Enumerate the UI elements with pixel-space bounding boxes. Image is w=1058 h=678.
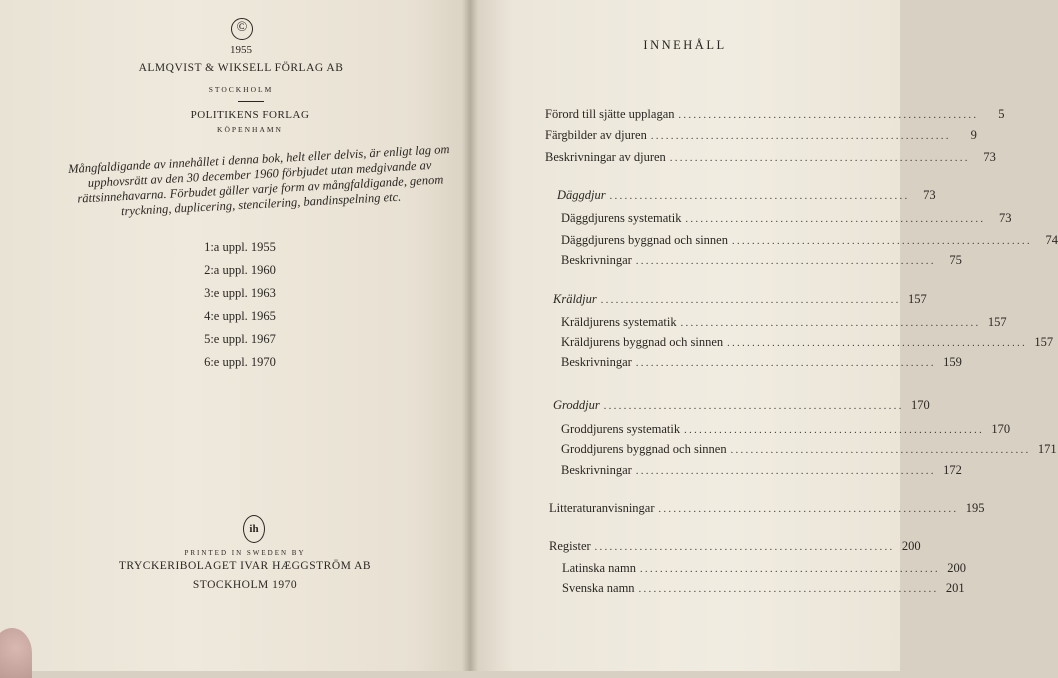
toc-leader-dots: ............................................................ <box>731 236 1032 247</box>
toc-entry-label: Beskrivningar <box>561 463 632 477</box>
toc-entry <box>561 421 1011 437</box>
toc-entry <box>561 334 1054 350</box>
edition-item: 4:e uppl. 1965 <box>204 309 276 323</box>
printer-name: TRYCKERIBOLAGET IVAR HÆGGSTRÖM AB <box>118 560 372 572</box>
toc-entry-label: Groddjur <box>553 398 600 412</box>
toc-entry <box>553 397 930 413</box>
toc-entry-label: Litteraturanvisningar <box>549 501 655 515</box>
toc-entry-label: Groddjurens systematik <box>561 422 681 436</box>
toc-entry-page: 75 <box>949 253 962 267</box>
toc-leader-dots: ............................................................ <box>594 542 895 553</box>
toc-entry-page: 171 <box>1037 442 1057 456</box>
toc-entry-label: Kräldjurens byggnad och sinnen <box>561 335 724 349</box>
publisher-city: STOCKHOLM <box>208 85 274 94</box>
toc-title: INNEHÅLL <box>643 38 727 52</box>
toc-entry <box>562 560 966 576</box>
toc-entry <box>561 314 1007 330</box>
toc-entry <box>549 500 985 516</box>
toc-entry <box>561 462 962 478</box>
toc-entry <box>561 441 1057 457</box>
co-publisher-city: KÖPENHAMN <box>217 125 283 134</box>
publisher-name: ALMQVIST & WIKSELL FÖRLAG AB <box>138 62 344 74</box>
toc-leader-dots: ............................................................ <box>600 295 901 306</box>
toc-entry <box>545 149 996 165</box>
toc-entry <box>561 252 962 268</box>
toc-leader-dots: ............................................................ <box>678 110 979 121</box>
edition-item: 1:a uppl. 1955 <box>204 240 276 254</box>
toc-entry-label: Groddjurens byggnad och sinnen <box>561 442 727 456</box>
toc-entry-page: 200 <box>901 539 921 553</box>
copyright-year: 1955 <box>230 44 252 56</box>
toc-entry <box>561 232 1058 248</box>
copyright-symbol: © <box>231 18 253 40</box>
toc-entry-label: Latinska namn <box>562 561 636 575</box>
toc-entry-page: 73 <box>983 150 996 164</box>
toc-entry-page: 157 <box>987 315 1007 329</box>
toc-entry-page: 5 <box>998 107 1005 121</box>
edition-item: 3:e uppl. 1963 <box>204 286 276 300</box>
toc-entry <box>561 210 1012 226</box>
toc-entry-page: 172 <box>943 463 962 477</box>
toc-entry <box>557 187 936 203</box>
toc-leader-dots: ............................................................ <box>635 466 936 477</box>
toc-leader-dots: ............................................................ <box>730 445 1031 456</box>
toc-entry-page: 159 <box>943 355 962 369</box>
toc-entry <box>545 127 977 143</box>
toc-leader-dots: ............................................................ <box>650 131 951 142</box>
toc-entry-page: 170 <box>991 422 1011 436</box>
toc-leader-dots: ............................................................ <box>727 338 1028 349</box>
toc-leader-dots: ............................................................ <box>685 214 986 225</box>
printer-city: STOCKHOLM 1970 <box>192 579 298 591</box>
toc-entry-page: 73 <box>998 211 1012 225</box>
toc-entry-page: 73 <box>923 188 936 202</box>
toc-leader-dots: ............................................................ <box>603 401 904 412</box>
toc-leader-dots: ............................................................ <box>609 191 910 202</box>
toc-entry-page: 201 <box>945 581 965 595</box>
toc-entry-label: Kräldjur <box>553 292 597 306</box>
toc-entry-label: Förord till sjätte upplagan <box>545 107 675 121</box>
toc-entry <box>561 354 962 370</box>
toc-entry-label: Färgbilder av djuren <box>545 128 647 142</box>
toc-entry-label: Däggdjurens systematik <box>561 211 682 225</box>
toc-entry-label: Beskrivningar <box>561 253 632 267</box>
toc-entry-page: 157 <box>1034 335 1054 349</box>
toc-leader-dots: ............................................................ <box>635 358 936 369</box>
toc-entry <box>553 291 927 307</box>
toc-entry-page: 195 <box>965 501 985 515</box>
printed-in-line: PRINTED IN SWEDEN BY <box>184 549 306 557</box>
toc-entry-label: Svenska namn <box>562 581 635 595</box>
toc-leader-dots: ............................................................ <box>638 584 939 595</box>
toc-entry-page: 74 <box>1045 233 1058 247</box>
toc-entry-page: 9 <box>970 128 977 142</box>
edition-list <box>180 236 300 374</box>
toc-leader-dots: ............................................................ <box>639 564 940 575</box>
toc-entry-page: 157 <box>908 292 927 306</box>
toc-entry-label: Register <box>549 539 591 553</box>
rights-notice: Mångfaldigande av innehållet i denna bok, helt eller delvis, är enligt lag om upphovsrätt av den 30 december 1960 förbjudet utan medgivande av rättsinnehavarna. Förbudet gäller varje form av mångfaldigande, genom tryckning, duplicering, stencilering, bandinspelning etc. <box>67 142 450 219</box>
toc-entry-page: 200 <box>947 561 966 575</box>
toc-leader-dots: ............................................................ <box>658 504 959 515</box>
toc-entry-label: Däggdjurens byggnad och sinnen <box>561 233 728 247</box>
toc-leader-dots: ............................................................ <box>680 318 981 329</box>
toc-entry-label: Beskrivningar <box>561 355 632 369</box>
printer-logo: ih <box>243 515 265 543</box>
edition-item: 5:e uppl. 1967 <box>204 332 276 346</box>
edition-item: 6:e uppl. 1970 <box>204 355 276 369</box>
toc-entry-label: Kräldjurens systematik <box>561 315 677 329</box>
toc-entry <box>562 580 965 596</box>
toc-leader-dots: ............................................................ <box>635 256 936 267</box>
toc-leader-dots: ............................................................ <box>669 153 970 164</box>
toc-entry <box>545 106 1005 122</box>
toc-entry-page: 170 <box>911 398 930 412</box>
toc-entry-label: Däggdjur <box>557 188 606 202</box>
edition-item: 2:a uppl. 1960 <box>204 263 276 277</box>
toc-entry <box>549 538 921 554</box>
toc-entry-label: Beskrivningar av djuren <box>545 150 666 164</box>
co-publisher-name: POLITIKENS FORLAG <box>190 109 310 121</box>
divider-rule <box>238 101 264 102</box>
toc-leader-dots: ............................................................ <box>684 425 985 436</box>
